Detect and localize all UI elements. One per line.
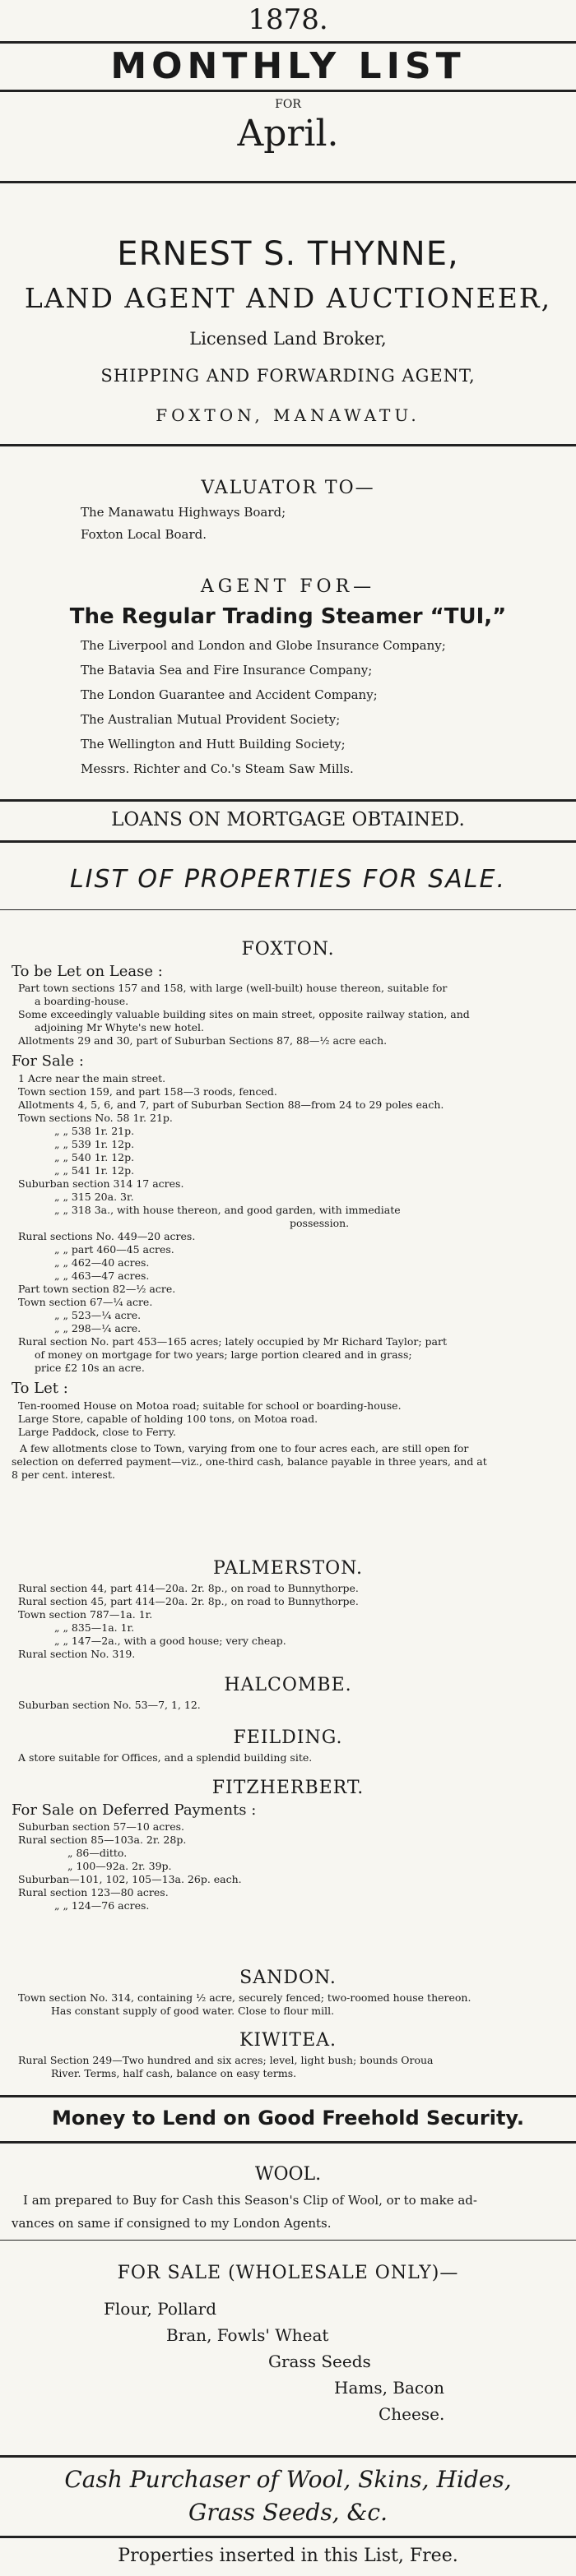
sale-line: „ „ 462—40 acres. [54, 1256, 150, 1269]
shipping-agent: SHIPPING AND FORWARDING AGENT, [100, 366, 476, 386]
valuator-item: The Manawatu Highways Board; [81, 505, 286, 520]
sale-line: Town sections No. 58 1r. 21p. [18, 1112, 173, 1124]
foxton-section [0, 937, 576, 1482]
for-sale-heading: For Sale : [12, 1052, 84, 1070]
to-let-heading: To Let : [12, 1380, 68, 1397]
halcombe-heading: HALCOMBE. [224, 1675, 352, 1695]
money-to-lend-text: Money to Lend on Good Freehold Security. [52, 2107, 524, 2130]
allotments-note: A few allotments close to Town, varying from one to four acres each, are still open for [20, 1442, 469, 1454]
masthead-title: MONTHLY LIST [110, 45, 466, 87]
fitzherbert-line: Suburban section 57—10 acres. [18, 1820, 185, 1833]
wool-section [0, 2161, 576, 2235]
sandon-section [0, 1965, 576, 2018]
palmerston-section [0, 1556, 576, 1661]
allotments-note: 8 per cent. interest. [12, 1468, 115, 1481]
wool-line: I am prepared to Buy for Cash this Season's Clip of Wool, or to make ad- [23, 2193, 477, 2208]
sale-line: price £2 10s an acre. [35, 1362, 145, 1374]
agency-item: The Liverpool and London and Globe Insurance Company; [81, 638, 446, 653]
list-heading-text: LIST OF PROPERTIES FOR SALE. [69, 865, 507, 894]
fitzherbert-heading: FITZHERBERT. [211, 1778, 365, 1798]
feilding-line: A store suitable for Offices, and a splendid building site. [18, 1751, 313, 1764]
footer-text: Properties inserted in this List, Free. [118, 2546, 458, 2566]
sale-line: „ „ part 460—45 acres. [54, 1243, 174, 1256]
allotments-note: selection on deferred payment—viz., one-third cash, balance payable in three years, and at [12, 1455, 487, 1468]
let-line: a boarding-house. [35, 995, 129, 1007]
halcombe-line: Suburban section No. 53—7, 1, 12. [18, 1699, 201, 1711]
sale-line: „ „ 538 1r. 21p. [54, 1125, 135, 1137]
sandon-heading: SANDON. [239, 1968, 337, 1988]
wholesale-item: Cheese. [379, 2404, 445, 2424]
agent-location: FOXTON, MANAWATU. [156, 405, 420, 425]
sale-line: „ „ 315 20a. 3r. [54, 1191, 134, 1203]
sale-line: „ „ 463—47 acres. [54, 1270, 150, 1282]
agent-for-section [0, 574, 576, 781]
loans-line [0, 806, 576, 834]
sale-line: Rural section No. part 453—165 acres; lately occupied by Mr Richard Taylor; part [18, 1335, 447, 1348]
sandon-line: Town section No. 314, containing ½ acre, securely fenced; two-roomed house thereon. [18, 1991, 471, 2004]
halcombe-section [0, 1672, 576, 1712]
let-line: adjoining Mr Whyte's new hotel. [35, 1021, 204, 1034]
fitzherbert-line: „ 86—ditto. [67, 1847, 128, 1859]
fitzherbert-line: Suburban—101, 102, 105—13a. 26p. each. [18, 1873, 242, 1885]
sale-line: Allotments 4, 5, 6, and 7, part of Suburban Section 88—from 24 to 29 poles each. [18, 1098, 444, 1111]
sale-line: possession. [290, 1217, 350, 1229]
agent-for-heading: AGENT FOR— [200, 576, 376, 597]
sale-line: „ „ 540 1r. 12p. [54, 1151, 135, 1163]
masthead [0, 3, 576, 155]
palmerston-heading: PALMERSTON. [212, 1558, 364, 1579]
money-to-lend [0, 2103, 576, 2133]
wool-line: vances on same if consigned to my London Agents. [12, 2216, 332, 2231]
to-let-line: Ten-roomed House on Motoa road; suitable for school or boarding-house. [18, 1399, 402, 1412]
sale-line: Part town section 82—½ acre. [18, 1283, 176, 1295]
loans-text: LOANS ON MORTGAGE OBTAINED. [111, 809, 465, 830]
sale-line: Town section 67—¼ acre. [18, 1296, 153, 1308]
fitzherbert-line: Rural section 85—103a. 2r. 28p. [18, 1834, 187, 1846]
wholesale-item: Hams, Bacon [334, 2378, 445, 2398]
sale-line: 1 Acre near the main street. [18, 1072, 166, 1085]
palmerston-line: Rural section No. 319. [18, 1648, 136, 1660]
agent-header [0, 232, 576, 436]
agency-item: The London Guarantee and Accident Company; [81, 687, 378, 702]
palmerston-line: „ „ 147—2a., with a good house; very cheap. [54, 1635, 286, 1647]
wholesale-section [0, 2259, 576, 2427]
fitzherbert-line: „ 100—92a. 2r. 39p. [67, 1860, 172, 1872]
sale-line: Rural sections No. 449—20 acres. [18, 1230, 196, 1242]
year: 1878. [248, 3, 328, 36]
palmerston-line: Rural section 44, part 414—20a. 2r. 8p., on road to Bunnythorpe. [18, 1582, 359, 1594]
agency-item: The Batavia Sea and Fire Insurance Company; [81, 663, 373, 678]
agency-item: The Wellington and Hutt Building Society; [81, 737, 346, 752]
steamer-tui: The Regular Trading Steamer “TUI,” [69, 604, 507, 629]
sale-line: „ „ 539 1r. 12p. [54, 1138, 135, 1150]
let-line: Part town sections 157 and 158, with large (well-built) house thereon, suitable for [18, 982, 448, 994]
agent-title: LAND AGENT AND AUCTIONEER, [24, 282, 552, 314]
licensed-broker: Licensed Land Broker, [189, 329, 387, 349]
sale-line: „ „ 541 1r. 12p. [54, 1164, 135, 1177]
list-heading [0, 862, 576, 898]
kiwitea-section [0, 2028, 576, 2080]
wholesale-item: Bran, Fowls' Wheat [166, 2325, 329, 2345]
to-be-let-heading: To be Let on Lease : [12, 963, 163, 980]
palmerston-line: Town section 787—1a. 1r. [18, 1608, 153, 1621]
fitzherbert-line: „ „ 124—76 acres. [54, 1899, 150, 1912]
valuator-heading: VALUATOR TO— [201, 478, 375, 498]
foxton-heading: FOXTON. [241, 939, 335, 960]
palmerston-line: „ „ 835—1a. 1r. [54, 1621, 135, 1634]
cash-purchaser-text: Cash Purchaser of Wool, Skins, Hides, Grass Seeds, &c. [64, 2466, 512, 2526]
cash-purchaser [0, 2463, 576, 2529]
sale-line: Suburban section 314 17 acres. [18, 1177, 184, 1190]
to-let-line: Large Paddock, close to Ferry. [18, 1426, 176, 1438]
kiwitea-line: River. Terms, half cash, balance on easy terms. [51, 2067, 297, 2079]
kiwitea-heading: KIWITEA. [239, 2030, 337, 2051]
kiwitea-line: Rural Section 249—Two hundred and six acres; level, light bush; bounds Oroua [18, 2054, 434, 2066]
footer [0, 2542, 576, 2570]
valuator-item: Foxton Local Board. [81, 527, 207, 542]
fitzherbert-section [0, 1776, 576, 1912]
let-line: Allotments 29 and 30, part of Suburban Sections 87, 88—½ acre each. [18, 1034, 388, 1047]
sale-line: „ „ 523—¼ acre. [54, 1309, 142, 1321]
to-let-line: Large Store, capable of holding 100 tons, on Motoa road. [18, 1413, 318, 1425]
for-word: FOR [275, 98, 301, 111]
wool-heading: WOOL. [254, 2164, 322, 2185]
feilding-heading: FEILDING. [233, 1727, 343, 1748]
let-line: Some exceedingly valuable building sites on main street, opposite railway station, and [18, 1008, 470, 1020]
sale-line: „ „ 298—¼ acre. [54, 1322, 142, 1334]
wholesale-item: Grass Seeds [268, 2352, 371, 2371]
sandon-line: Has constant supply of good water. Close to flour mill. [51, 2005, 335, 2017]
fitzherbert-line: Rural section 123—80 acres. [18, 1886, 169, 1898]
palmerston-line: Rural section 45, part 414—20a. 2r. 8p., on road to Bunnythorpe. [18, 1595, 359, 1607]
wholesale-item: Flour, Pollard [104, 2299, 217, 2319]
wholesale-heading: FOR SALE (WHOLESALE ONLY)— [117, 2263, 459, 2283]
month: April. [237, 113, 339, 155]
agency-item: The Australian Mutual Provident Society; [81, 712, 341, 727]
sale-line: „ „ 318 3a., with house thereon, and good garden, with immediate [54, 1204, 401, 1216]
feilding-section [0, 1725, 576, 1764]
agent-name: ERNEST S. THYNNE, [117, 235, 459, 273]
agency-item: Messrs. Richter and Co.'s Steam Saw Mills. [81, 761, 354, 776]
deferred-payments-heading: For Sale on Deferred Payments : [12, 1801, 257, 1819]
valuator-section [0, 475, 576, 546]
sale-line: Town section 159, and part 158—3 roods, fenced. [18, 1085, 277, 1098]
sale-line: of money on mortgage for two years; large portion cleared and in grass; [35, 1348, 412, 1361]
